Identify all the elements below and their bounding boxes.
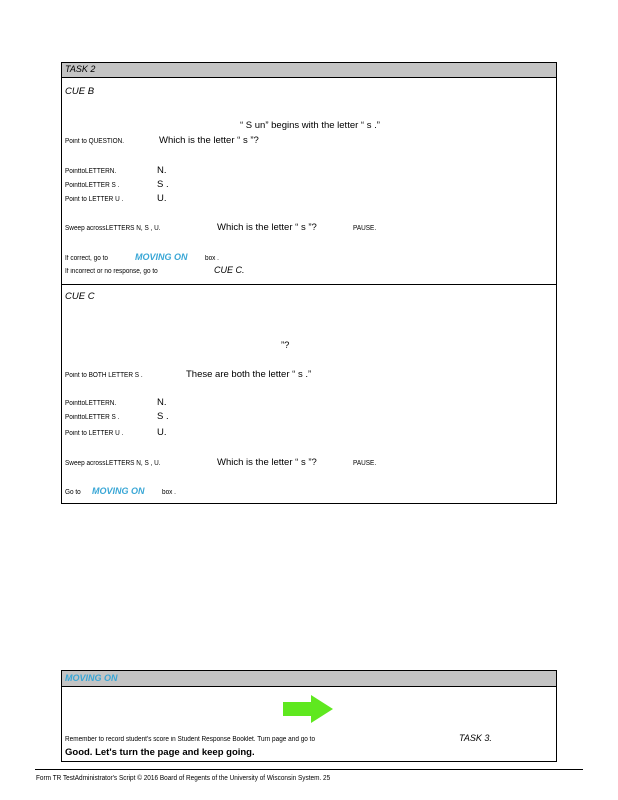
task-3-link[interactable]: TASK 3. xyxy=(459,733,492,743)
cue-c-label: CUE C xyxy=(65,291,95,302)
if-incorrect-instruction: If incorrect or no response, go to xyxy=(65,268,158,275)
task-header xyxy=(62,63,556,78)
cue-c-prompt: ”? xyxy=(281,340,290,351)
point-both-script: These are both the letter “ s .” xyxy=(186,369,312,380)
point-s-instruction-c: PointtoLETTER S . xyxy=(65,414,120,421)
footer-rule xyxy=(35,769,583,770)
cue-divider xyxy=(62,284,556,285)
point-n-instruction: PointtoLETTERN. xyxy=(65,168,117,175)
point-u-script-c: U. xyxy=(157,427,167,438)
footer-text: Form TR TestAdministrator's Script © 2016 Board of Regents of the University of Wisconsin System. 25 xyxy=(36,775,331,782)
moving-on-header xyxy=(62,671,556,687)
point-n-script-c: N. xyxy=(157,397,167,408)
sweep-script: Which is the letter “ s ”? xyxy=(217,222,317,233)
cue-b-prompt: “ S un” begins with the letter “ s .” xyxy=(240,120,380,131)
if-correct-instruction: If correct, go to xyxy=(65,255,108,262)
point-n-instruction-c: PointtoLETTERN. xyxy=(65,400,117,407)
point-s-instruction: PointtoLETTER S . xyxy=(65,182,120,189)
cue-c-link[interactable]: CUE C. xyxy=(214,265,245,275)
moving-on-title: MOVING ON xyxy=(65,673,118,683)
point-s-script-c: S . xyxy=(157,411,169,422)
point-u-instruction: Point to LETTER U . xyxy=(65,196,124,203)
point-u-script: U. xyxy=(157,193,167,204)
sweep-instruction-c: Sweep acrossLETTERS N, S , U. xyxy=(65,460,161,467)
closing-script: Good. Let's turn the page and keep going. xyxy=(65,747,255,758)
sweep-pause-c: PAUSE. xyxy=(353,460,377,467)
goto-instruction: Go to xyxy=(65,489,81,496)
cue-b-label: CUE B xyxy=(65,86,95,97)
sweep-pause: PAUSE. xyxy=(353,225,377,232)
if-correct-box: box . xyxy=(205,255,219,262)
point-both-instruction: Point to BOTH LETTER S . xyxy=(65,372,143,379)
arrow-right-icon xyxy=(283,695,335,725)
point-n-script: N. xyxy=(157,165,167,176)
sweep-instruction: Sweep acrossLETTERS N, S , U. xyxy=(65,225,161,232)
goto-box: box . xyxy=(162,489,176,496)
point-s-script: S . xyxy=(157,179,169,190)
point-question-script: Which is the letter “ s ”? xyxy=(159,135,259,146)
task-title: TASK 2 xyxy=(65,64,96,74)
remember-instruction: Remember to record student's score in Student Response Booklet. Turn page and go to xyxy=(65,736,316,743)
moving-on-link-c[interactable]: MOVING ON xyxy=(92,486,145,496)
moving-on-link[interactable]: MOVING ON xyxy=(135,252,188,262)
point-question-instruction: Point to QUESTION. xyxy=(65,138,125,145)
point-u-instruction-c: Point to LETTER U . xyxy=(65,430,124,437)
sweep-script-c: Which is the letter “ s ”? xyxy=(217,457,317,468)
